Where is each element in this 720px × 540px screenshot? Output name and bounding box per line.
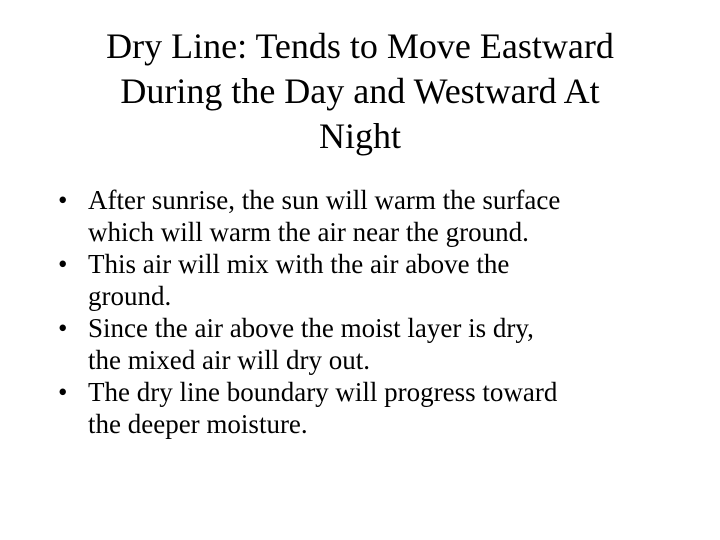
bullet-text-line: This air will mix with the air above the xyxy=(88,249,510,279)
bullet-text-line: which will warm the air near the ground. xyxy=(88,217,529,247)
title-line: Night xyxy=(318,116,401,156)
bullet-dot-icon: • xyxy=(58,313,68,343)
bullet-item xyxy=(58,376,698,440)
bullet-text-line: After sunrise, the sun will warm the surface xyxy=(88,185,561,215)
bullet-item xyxy=(58,312,698,376)
bullet-text-line: the mixed air will dry out. xyxy=(88,345,370,375)
bullet-text-line: The dry line boundary will progress toward xyxy=(88,377,558,407)
bullet-dot-icon: • xyxy=(58,249,68,279)
bullet-text-line: Since the air above the moist layer is dry, xyxy=(88,313,534,343)
bullet-text-line: the deeper moisture. xyxy=(88,409,308,439)
slide-title xyxy=(40,24,680,159)
bullet-list xyxy=(58,184,698,440)
bullet-item xyxy=(58,184,698,248)
bullet-dot-icon: • xyxy=(58,377,68,407)
bullet-text-line: ground. xyxy=(88,281,172,311)
bullet-dot-icon: • xyxy=(58,185,68,215)
title-line: During the Day and Westward At xyxy=(120,71,600,111)
title-line: Dry Line: Tends to Move Eastward xyxy=(106,26,614,66)
bullet-item xyxy=(58,248,698,312)
